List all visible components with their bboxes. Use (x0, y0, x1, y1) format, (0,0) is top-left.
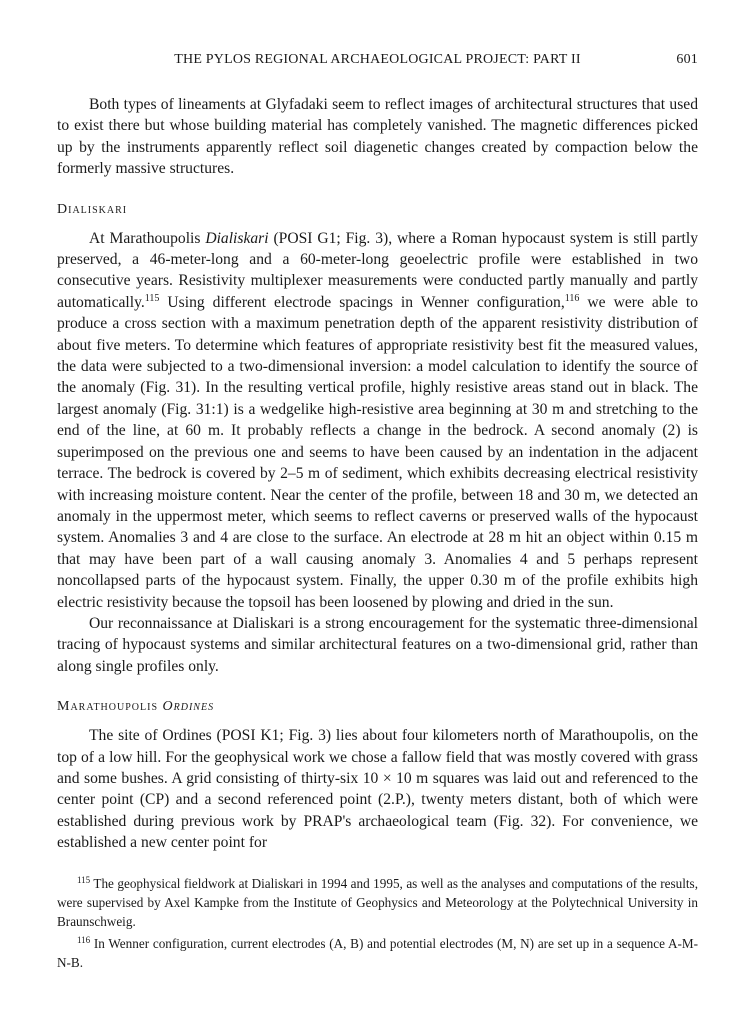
section-heading-ordines: Marathoupolis Ordines (57, 699, 215, 715)
running-header (57, 52, 698, 68)
intro-paragraph: Both types of lineaments at Glyfadaki seem to reflect images of architectural structures that used to exist there but whose building material has completely vanished. The magnetic differences picked up by the instruments apparently reflect soil diagenetic changes created by compaction below the formerly massive structures. (57, 96, 698, 178)
page-body (57, 52, 698, 972)
footnote-115: $^{115}$ The geophysical fieldwork at Dialiskari in 1994 and 1995, as well as the analyses and computations of the results, were supervised by Axel Kampke from the Institute of Geophysics and Meteorology at the Polytechnical University in Braunschweig. (57, 874, 698, 929)
ordines-paragraph-1: The site of Ordines (POSI K1; Fig. 3) lies about four kilometers north of Marathoupolis, on the top of a low hill. For the geophysical work we chose a fallow field that was mostly covered with grass and some bushes. A grid consisting of thirty-six 10 × 10 m squares was laid out and referenced to the center point (CP) and a second referenced point (2.P.), twenty meters distant, both of which were established during previous work by PRAP's archaeological team (Fig. 32). For convenience, we established a new center point for (57, 727, 698, 852)
section-heading-dialiskari: Dialiskari (57, 201, 128, 217)
running-title: THE PYLOS REGIONAL ARCHAEOLOGICAL PROJECT: PART II (174, 52, 581, 67)
footnote-ref-116[interactable]: 116 (564, 292, 580, 304)
page-number: 601 (676, 52, 698, 67)
dialiskari-paragraph-1: At Marathoupolis Dialiskari (POSI G1; Fig. 3), where a Roman hypocaust system is still partly preserved, a 46-meter-long and a 60-meter-long geoelectric profile were established in two consecutive years. Resistivity multiplexer measurements were conducted partly manually and partly automatically.$^{115}$ Using different electrode spacings in Wenner configuration,$^{116}$ we were able to produce a cross section with a maximum penetration depth of the apparent resistivity distribution of about five meters. To determine which features of appropriate resistivity best fit the measured values, the data were subjected to a two-dimensional inversion: a model calculation to identify the source of the anomaly (Fig. 31). In the resulting vertical profile, highly resistive areas stand out in black. The largest anomaly (Fig. 31:1) is a wedgelike high-resistive area beginning at 30 m and stretching to the end of the line, at 60 m. It probably reflects a change in the bedrock. A second anomaly (2) is superimposed on the previous one and seems to have been caused by an indentation in the adjacent terrace. The bedrock is covered by 2–5 m of sediment, which exhibits decreasing electrical resistivity with increasing moisture content. Near the center of the profile, between 18 and 30 m, we detected an anomaly in the uppermost meter, which seems to reflect caverns or preserved walls of the hypocaust system. Anomalies 3 and 4 are close to the surface. An electrode at 28 m hit an object within 0.15 m that may have been part of a wall causing anomaly 3. Anomalies 4 and 5 perhaps represent noncollapsed parts of the hypocaust system. Finally, the upper 0.30 m of the profile exhibits high electric resistivity because the topsoil has been loosened by plowing and dried in the sun. (57, 229, 698, 611)
dialiskari-paragraph-2: Our reconnaissance at Dialiskari is a strong encouragement for the systematic three-dimensional tracing of hypocaust systems and similar architectural features on a two-dimensional grid, rather than along single profiles only. (57, 614, 698, 675)
site-name: Dialiskari (205, 229, 269, 247)
footnote-116: $^{116}$ In Wenner configuration, current electrodes (A, B) and potential electrodes (M, N) are set up in a sequence A-M-N-B. (57, 934, 698, 970)
footnote-ref-115[interactable]: 115 (144, 292, 160, 304)
